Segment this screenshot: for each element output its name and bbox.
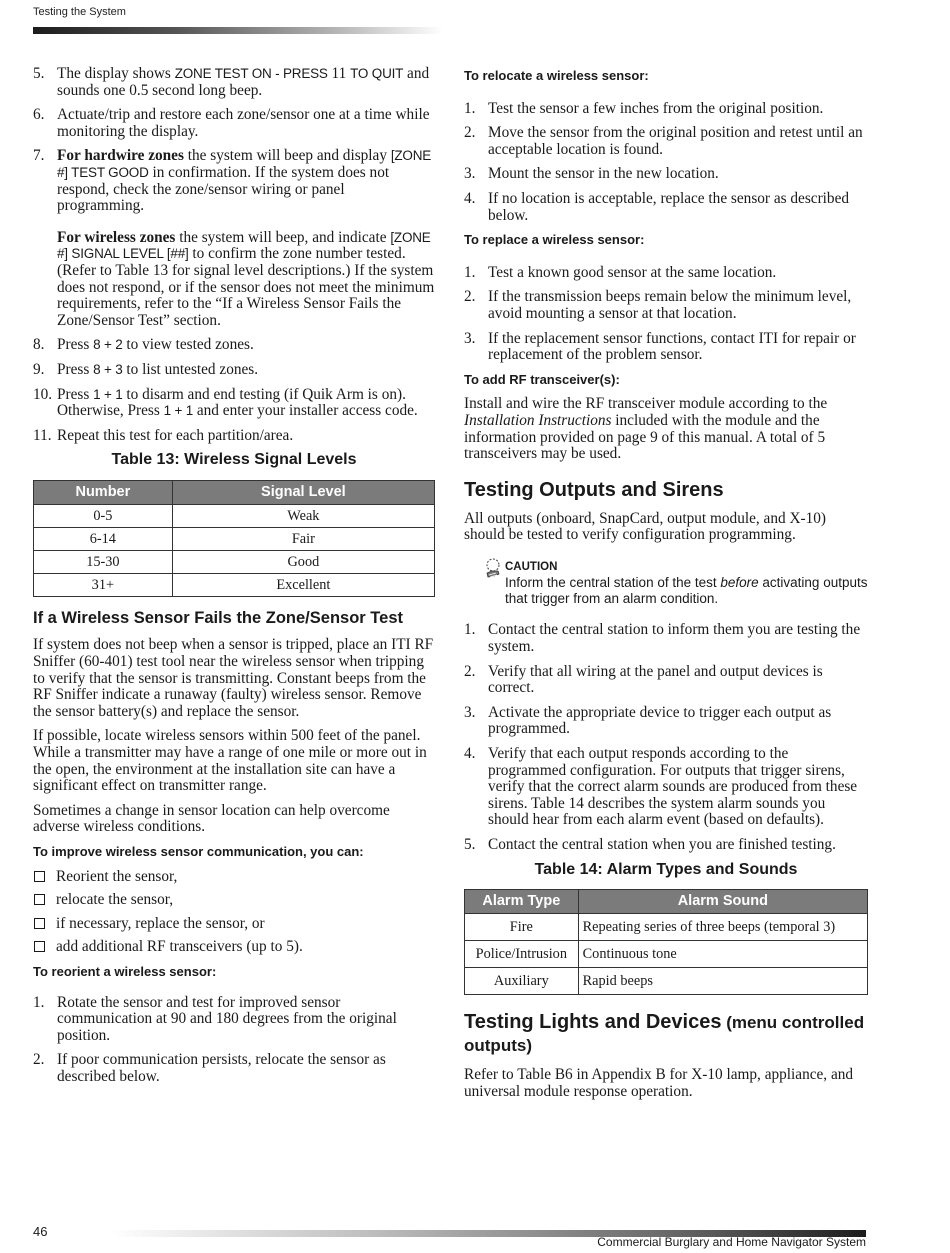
caution-text: Inform the central station of the test xyxy=(505,575,721,591)
step-number: 4. xyxy=(464,189,476,207)
step-number: 3. xyxy=(464,165,476,183)
key-sequence: 8 + 3 xyxy=(93,361,123,377)
list-item xyxy=(33,148,435,329)
step-text: Contact the central station when you are finished testing. xyxy=(488,835,836,853)
list-item-text: Reorient the sensor, xyxy=(56,867,178,885)
output-steps-list xyxy=(464,622,868,853)
list-item xyxy=(33,916,435,933)
list-item xyxy=(33,939,435,956)
step-text: The display shows xyxy=(57,65,175,82)
list-item xyxy=(33,869,435,886)
testing-lights-heading xyxy=(464,1011,868,1057)
list-item xyxy=(33,1052,435,1085)
step-number: 9. xyxy=(33,360,45,378)
display-text: [ZONE #] SIGNAL LEVEL [##] xyxy=(57,229,431,262)
list-item xyxy=(33,892,435,909)
list-item-text: if necessary, replace the sensor, or xyxy=(56,914,265,932)
list-item xyxy=(33,995,435,1045)
list-item xyxy=(33,337,435,354)
table-cell: 6-14 xyxy=(34,527,173,550)
paragraph: All outputs (onboard, SnapCard, output module, and X-10) should be tested to verify configuration programming. xyxy=(464,509,826,544)
table-cell: Excellent xyxy=(172,573,434,596)
list-item xyxy=(33,362,435,379)
paragraph-text: included with the module and the information provided on page 9 of this manual. A total of 5 transceivers may be used. xyxy=(464,411,826,463)
list-item xyxy=(464,746,868,829)
page-number: 46 xyxy=(33,1224,48,1239)
step-text: Test a known good sensor at the same location. xyxy=(488,263,777,281)
step-text: and sounds one 0.5 second long beep. xyxy=(57,65,430,99)
column-header-alarm-type: Alarm Type xyxy=(465,890,579,914)
table-row xyxy=(34,504,435,527)
table-cell: Auxiliary xyxy=(465,968,579,995)
step-number: 10. xyxy=(33,385,53,403)
step-text: Mount the sensor in the new location. xyxy=(488,165,719,183)
list-item xyxy=(33,66,435,99)
step-text: If poor communication persists, relocate the sensor as described below. xyxy=(57,1051,386,1085)
paragraph: Sometimes a change in sensor location can help overcome adverse wireless conditions. xyxy=(33,801,390,836)
left-column xyxy=(33,66,435,1094)
list-item xyxy=(464,705,868,738)
wireless-zones-label: For wireless zones xyxy=(57,228,176,246)
step-number: 1. xyxy=(464,263,476,281)
step-number: 7. xyxy=(33,147,45,165)
heading-text: Testing Lights and Devices xyxy=(464,1011,722,1034)
step-number: 1. xyxy=(464,621,476,639)
table-row xyxy=(465,941,868,968)
step-text: 11 xyxy=(327,65,351,82)
column-header-number: Number xyxy=(34,480,173,504)
step-text: If the replacement sensor functions, contact ITI for repair or replacement of the problem sensor. xyxy=(488,329,856,364)
step-text: Actuate/trip and restore each zone/sensor one at a time while monitoring the display. xyxy=(57,106,430,140)
list-item-text: relocate the sensor, xyxy=(56,891,174,909)
display-text: ZONE TEST ON - PRESS xyxy=(174,66,328,81)
replace-steps-list xyxy=(464,265,868,364)
display-text: TO QUIT xyxy=(350,66,404,81)
table-13-title: Table 13: Wireless Signal Levels xyxy=(111,451,357,469)
wireless-signal-levels-table xyxy=(33,480,435,597)
paragraph: If possible, locate wireless sensors within 500 feet of the panel. While a transmitter may have a range of one mile or more out in the open, the environment at the installation site can have a significant effect on transmitter range. xyxy=(33,727,427,795)
checkbox-icon xyxy=(34,871,45,882)
step-text: Contact the central station to inform them you are testing the system. xyxy=(488,621,861,655)
paragraph-text: Install and wire the RF transceiver module according to the xyxy=(464,395,828,413)
step-text: to disarm and end testing (if Quik Arm is on). Otherwise, Press xyxy=(57,385,406,420)
step-text: to list untested zones. xyxy=(122,360,259,378)
list-item xyxy=(464,101,868,118)
table-cell: 15-30 xyxy=(34,550,173,573)
step-text: Press xyxy=(57,360,94,378)
step-number: 11. xyxy=(33,426,52,444)
improve-communication-heading: To improve wireless sensor communication, you can: xyxy=(33,844,364,859)
step-text: Test the sensor a few inches from the original position. xyxy=(488,99,824,117)
table-cell: Continuous tone xyxy=(578,941,867,968)
step-number: 2. xyxy=(33,1051,45,1069)
table-row xyxy=(34,573,435,596)
wireless-zones-paragraph xyxy=(57,230,435,330)
paragraph xyxy=(464,396,868,462)
header-rule xyxy=(33,27,443,34)
step-text: If no location is acceptable, replace the sensor as described below. xyxy=(488,189,850,224)
checkbox-icon xyxy=(34,918,45,929)
step-text: to confirm the zone number tested. (Refer to Table 13 for signal level descriptions.) If the system does not respond, or if the sensor does not meet the minimum requirements, refer to the “If a Wireless Sensor Fails the Zone/Sensor Test” section. xyxy=(57,245,435,329)
testing-outputs-heading: Testing Outputs and Sirens xyxy=(464,478,724,501)
step-text: in confirmation. If the system does not respond, check the zone/sensor wiring or panel programming. xyxy=(57,163,390,215)
step-number: 8. xyxy=(33,336,45,354)
step-text: the system will beep, and indicate xyxy=(175,228,391,246)
column-header-alarm-sound: Alarm Sound xyxy=(578,890,867,914)
step-text: Activate the appropriate device to trigger each output as programmed. xyxy=(488,703,832,738)
table-header-row xyxy=(34,480,435,504)
list-item xyxy=(33,387,435,420)
step-text: to view tested zones. xyxy=(122,336,254,354)
relocate-heading: To relocate a wireless sensor: xyxy=(464,68,649,83)
alarm-types-table xyxy=(464,889,868,995)
improve-checklist xyxy=(33,869,435,956)
step-text: Move the sensor from the original position and retest until an acceptable location is found. xyxy=(488,124,863,158)
caution-note xyxy=(484,560,868,607)
right-column xyxy=(464,66,868,1108)
caution-emphasis: before xyxy=(720,575,759,591)
display-text: [ZONE #] TEST GOOD xyxy=(57,148,432,180)
table-header-row xyxy=(465,890,868,914)
list-item xyxy=(464,125,868,158)
replace-heading: To replace a wireless sensor: xyxy=(464,232,645,248)
step-number: 2. xyxy=(464,662,476,680)
list-item xyxy=(464,331,868,364)
footer-doc-title: Commercial Burglary and Home Navigator System xyxy=(597,1235,866,1249)
list-item xyxy=(464,622,868,655)
caution-title: CAUTION xyxy=(505,560,558,573)
list-item xyxy=(464,289,868,322)
step-number: 1. xyxy=(464,99,476,117)
running-header: Testing the System xyxy=(33,6,126,18)
list-item xyxy=(464,265,868,282)
step-text: Rotate the sensor and test for improved sensor communication at 90 and 180 degrees from the original position. xyxy=(57,993,397,1044)
column-header-signal-level: Signal Level xyxy=(172,480,434,504)
table-cell: 0-5 xyxy=(34,504,173,527)
step-text: Verify that each output responds according to the programmed configuration. For outputs that trigger sirens, verify that the correct alarm sounds are produced from these sirens. Table 14 describes the system alarm sounds you should hear from each alarm event (based on defaults). xyxy=(488,744,858,829)
list-item xyxy=(464,191,868,224)
step-number: 5. xyxy=(464,835,476,853)
step-text: and enter your installer access code. xyxy=(193,402,418,420)
list-item-text: add additional RF transceivers (up to 5). xyxy=(56,938,303,956)
table-cell: Fair xyxy=(172,527,434,550)
key-sequence: 1 + 1 xyxy=(93,386,123,402)
step-text: Press xyxy=(57,336,94,354)
step-number: 6. xyxy=(33,106,45,124)
key-sequence: 8 + 2 xyxy=(93,337,123,353)
caution-text: activating outputs that trigger from an alarm condition. xyxy=(505,575,868,606)
heading-subtext: (menu controlled outputs) xyxy=(464,1013,865,1056)
table-row xyxy=(465,914,868,941)
table-14-title: Table 14: Alarm Types and Sounds xyxy=(534,860,798,878)
step-number: 5. xyxy=(33,65,45,82)
reorient-heading: To reorient a wireless sensor: xyxy=(33,963,217,979)
table-cell: Police/Intrusion xyxy=(465,941,579,968)
step-text: If the transmission beeps remain below the minimum level, avoid mounting a sensor at that location. xyxy=(488,288,852,322)
step-number: 2. xyxy=(464,124,476,142)
table-row xyxy=(34,527,435,550)
table-cell: Rapid beeps xyxy=(578,968,867,995)
list-item xyxy=(33,107,435,140)
checkbox-icon xyxy=(34,894,45,905)
table-cell: Good xyxy=(172,550,434,573)
key-sequence: 1 + 1 xyxy=(163,403,194,419)
relocate-steps-list xyxy=(464,101,868,225)
list-item xyxy=(464,664,868,697)
table-cell: Repeating series of three beeps (temporal 3) xyxy=(578,914,867,941)
paragraph: Refer to Table B6 in Appendix B for X-10 lamp, appliance, and universal module response operation. xyxy=(464,1066,854,1100)
step-number: 4. xyxy=(464,744,476,762)
list-item xyxy=(464,166,868,183)
step-text: Press xyxy=(57,385,94,403)
hardwire-zones-label: For hardwire zones xyxy=(57,147,184,165)
caution-hand-icon xyxy=(484,558,503,580)
wireless-sensor-fails-heading: If a Wireless Sensor Fails the Zone/Sensor Test xyxy=(33,608,403,627)
step-text: Verify that all wiring at the panel and output devices is correct. xyxy=(488,662,823,697)
step-text: Repeat this test for each partition/area. xyxy=(57,426,294,444)
add-rf-transceiver-heading: To add RF transceiver(s): xyxy=(464,371,620,387)
table-row xyxy=(465,968,868,995)
step-text: the system will beep and display xyxy=(183,147,391,165)
list-item xyxy=(464,837,868,854)
list-item xyxy=(33,428,435,445)
paragraph: If system does not beep when a sensor is tripped, place an ITI RF Sniffer (60-401) test tool near the wireless sensor when tripping to verify that the sensor is transmitting. Constant beeps from the RF Sniffer indicate a runaway (faulty) wireless sensor. Remove the sensor battery(s) and replace the sensor. xyxy=(33,636,434,720)
step-number: 1. xyxy=(33,993,45,1011)
reorient-steps-list xyxy=(33,995,435,1086)
test-steps-list xyxy=(33,66,435,444)
step-number: 3. xyxy=(464,329,476,347)
checkbox-icon xyxy=(34,941,45,952)
installation-instructions-title: Installation Instructions xyxy=(464,411,612,429)
step-number: 3. xyxy=(464,703,476,721)
step-number: 2. xyxy=(464,288,476,306)
table-row xyxy=(34,550,435,573)
table-cell: 31+ xyxy=(34,573,173,596)
table-cell: Fire xyxy=(465,914,579,941)
table-cell: Weak xyxy=(172,504,434,527)
